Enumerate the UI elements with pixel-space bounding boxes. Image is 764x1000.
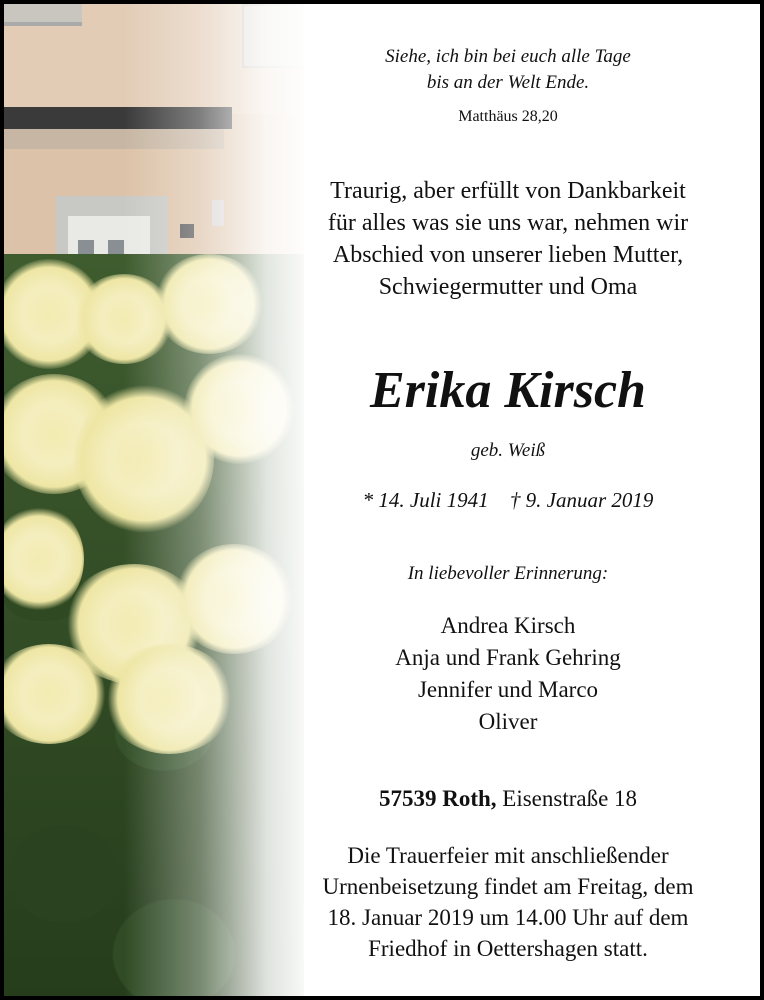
life-dates [256, 488, 760, 513]
intro-line: Abschied von unserer lieben Mutter, [332, 242, 684, 268]
funeral-line: Friedhof in Oettershagen statt. [368, 936, 648, 961]
death-date: † 9. Januar 2019 [509, 488, 654, 512]
intro-text [256, 175, 760, 303]
funeral-line: Die Trauerfeier mit anschließender [347, 843, 669, 868]
address-place: 57539 Roth, [378, 786, 497, 811]
bible-verse [256, 44, 760, 96]
mourner-name: Anja und Frank Gehring [395, 645, 621, 670]
funeral-info [256, 840, 760, 964]
address-street: Eisenstraße 18 [502, 786, 638, 811]
funeral-line: Urnenbeisetzung findet am Freitag, dem [322, 874, 694, 899]
birth-date: * 14. Juli 1941 [362, 488, 489, 512]
notice-text [256, 4, 760, 996]
mourner-name: Jennifer und Marco [417, 677, 599, 702]
obituary-card [4, 4, 760, 996]
verse-line: Siehe, ich bin bei euch alle Tage [385, 46, 631, 67]
mourners-list [256, 610, 760, 738]
intro-line: für alles was sie uns war, nehmen wir [327, 210, 689, 236]
intro-line: Traurig, aber erfüllt von Dankbarkeit [330, 178, 686, 204]
mourner-name: Oliver [478, 709, 538, 734]
memory-line: In liebevoller Erinnerung: [407, 563, 609, 584]
verse-line: bis an der Welt Ende. [426, 72, 590, 93]
maiden-name: geb. Weiß [470, 440, 546, 461]
mourner-name: Andrea Kirsch [440, 613, 576, 638]
deceased-name: Erika Kirsch [370, 362, 646, 419]
intro-line: Schwiegermutter und Oma [378, 274, 638, 300]
verse-reference: Matthäus 28,20 [458, 108, 558, 125]
address [256, 786, 760, 812]
window-sill [4, 4, 82, 26]
funeral-line: 18. Januar 2019 um 14.00 Uhr auf dem [327, 905, 689, 930]
